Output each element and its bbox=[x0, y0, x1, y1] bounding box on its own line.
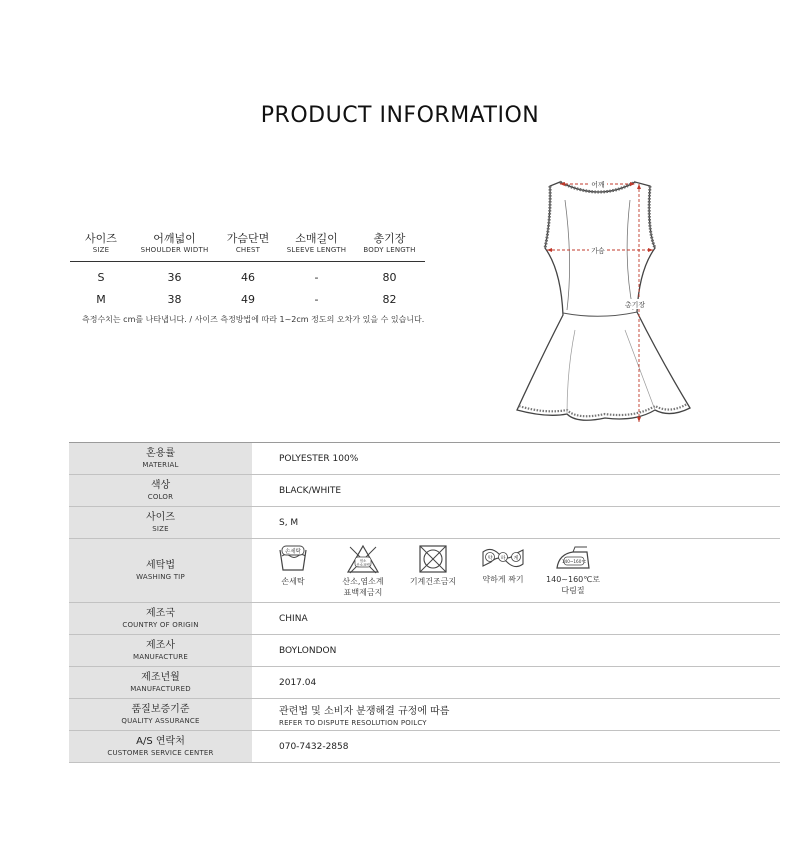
shoulder-label: 어깨 bbox=[591, 181, 605, 189]
cell: - bbox=[314, 270, 319, 284]
header-size: 사이즈 SIZE bbox=[85, 232, 117, 254]
cell: 82 bbox=[382, 292, 397, 306]
cell: M bbox=[96, 292, 106, 306]
info-row-manufactured bbox=[69, 667, 780, 699]
page-title: PRODUCT INFORMATION bbox=[260, 103, 540, 128]
info-label: 품질보증기준 QUALITY ASSURANCE bbox=[69, 699, 252, 730]
quality-value-en: REFER TO DISPUTE RESOLUTION POILCY bbox=[279, 719, 427, 727]
size-table-header bbox=[70, 232, 425, 258]
info-label: 색상 COLOR bbox=[69, 475, 252, 506]
cell: 38 bbox=[167, 292, 182, 306]
svg-text:게: 게 bbox=[513, 555, 519, 561]
info-label: 제조년월 MANUFACTURED bbox=[69, 667, 252, 698]
info-row-material bbox=[69, 443, 780, 475]
info-value: BLACK/WHITE bbox=[279, 485, 342, 496]
product-info-table bbox=[69, 442, 780, 763]
info-label: A/S 연락처 CUSTOMER SERVICE CENTER bbox=[69, 731, 252, 762]
cell: 80 bbox=[382, 270, 397, 284]
cell: S bbox=[97, 270, 105, 284]
cell: 49 bbox=[241, 292, 255, 306]
info-row-manufacture bbox=[69, 635, 780, 667]
iron-icon: 140~160℃ 140~160℃로 다림질 bbox=[538, 544, 608, 596]
info-value: 070-7432-2858 bbox=[279, 741, 349, 752]
info-value: CHINA bbox=[279, 613, 308, 624]
no-bleach-icon: 염소 산소표백 산소,염소계 표백제금지 bbox=[328, 544, 398, 598]
info-value bbox=[252, 699, 780, 730]
info-label: 제조사 MANUFACTURE bbox=[69, 635, 252, 666]
info-row-origin bbox=[69, 603, 780, 635]
washing-icons bbox=[252, 539, 780, 602]
svg-text:약: 약 bbox=[487, 555, 493, 561]
info-label: 사이즈 SIZE bbox=[69, 507, 252, 538]
info-value: POLYESTER 100% bbox=[279, 453, 359, 464]
cell: 46 bbox=[241, 270, 255, 284]
hand-wash-icon: 손세탁 손세탁 bbox=[258, 544, 328, 587]
svg-text:염소: 염소 bbox=[359, 558, 367, 563]
size-table-divider bbox=[70, 261, 425, 262]
cell: - bbox=[314, 292, 319, 306]
svg-text:하: 하 bbox=[500, 555, 506, 561]
svg-text:140~160℃: 140~160℃ bbox=[561, 558, 587, 564]
no-tumble-dry-icon: 기계건조금지 bbox=[398, 544, 468, 587]
svg-text:산소표백: 산소표백 bbox=[356, 562, 370, 567]
table-row bbox=[70, 288, 425, 310]
header-length: 총기장 BODY LENGTH bbox=[363, 232, 416, 254]
info-value: 2017.04 bbox=[279, 677, 317, 688]
info-label: 혼용률 MATERIAL bbox=[69, 443, 252, 474]
svg-text:손세탁: 손세탁 bbox=[285, 548, 301, 555]
info-row-cs bbox=[69, 731, 780, 763]
table-row bbox=[70, 266, 425, 288]
gentle-wring-icon: 약 하 게 약하게 짜기 bbox=[468, 544, 538, 585]
header-shoulder: 어깨넓이 SHOULDER WIDTH bbox=[140, 232, 209, 254]
info-row-quality bbox=[69, 699, 780, 731]
header-sleeve: 소매길이 SLEEVE LENGTH bbox=[286, 232, 347, 254]
info-value: S, M bbox=[279, 517, 299, 528]
quality-value: 관련법 및 소비자 분쟁해결 규정에 따름 bbox=[279, 706, 450, 717]
info-row-size bbox=[69, 507, 780, 539]
dress-illustration bbox=[505, 170, 705, 435]
info-row-washing bbox=[69, 539, 780, 603]
header-chest: 가슴단면 CHEST bbox=[226, 232, 270, 254]
cell: 36 bbox=[167, 270, 182, 284]
info-row-color bbox=[69, 475, 780, 507]
info-label: 세탁법 WASHING TIP bbox=[69, 539, 252, 602]
chest-label: 가슴 bbox=[591, 247, 605, 255]
info-label: 제조국 COUNTRY OF ORIGIN bbox=[69, 603, 252, 634]
size-table bbox=[70, 232, 425, 310]
size-note: 측정수치는 cm를 나타냅니다. / 사이즈 측정방법에 따라 1~2cm 정도의 오차가 있을 수 있습니다. bbox=[82, 315, 425, 324]
info-value: BOYLONDON bbox=[279, 645, 337, 656]
length-label: 총기장 bbox=[624, 301, 646, 309]
